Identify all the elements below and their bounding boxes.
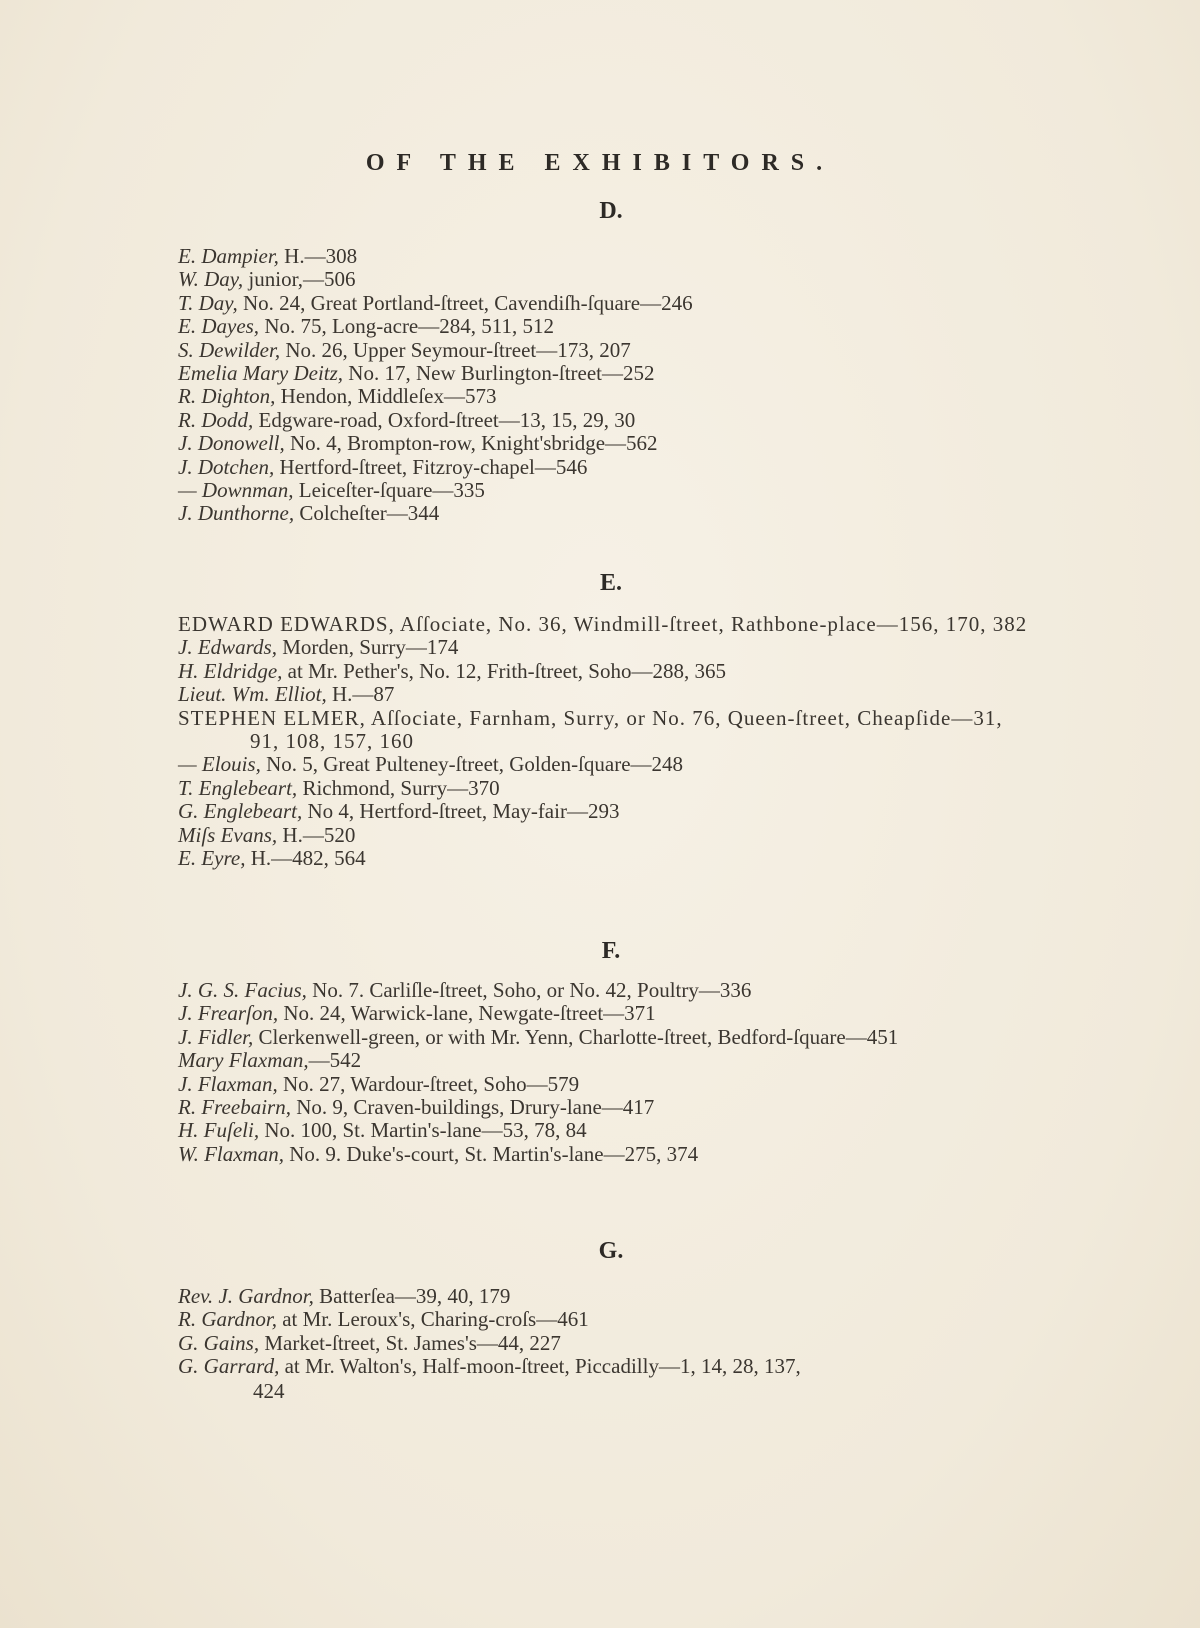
section-letter: F. xyxy=(601,938,621,964)
exhibitor-details: STEPHEN ELMER, Aſſociate, Farnham, Surry, or No. 76, Queen-ſtreet, Cheapſide—31, 91, 108, 157, 160 xyxy=(178,705,1003,754)
entry-list xyxy=(0,613,1200,870)
exhibitor-details: No. 7. Carliſle-ſtreet, Soho, or No. 42, Poultry—336 xyxy=(306,978,752,1002)
exhibitor-entry xyxy=(178,339,970,362)
exhibitor-name: R. Dighton, xyxy=(178,384,276,409)
exhibitor-entry xyxy=(178,245,970,268)
entry-list xyxy=(0,979,1200,1166)
entry-list xyxy=(0,1285,1200,1379)
section-letter: D. xyxy=(599,198,623,224)
exhibitor-entry xyxy=(178,479,970,502)
exhibitor-entry xyxy=(178,292,970,315)
exhibitor-name: Rev. J. Gardnor, xyxy=(178,1284,314,1308)
exhibitor-name: — Downman, xyxy=(178,478,294,503)
exhibitor-details: Morden, Surry—174 xyxy=(276,635,459,660)
exhibitor-entry xyxy=(178,636,970,659)
exhibitor-details: Hendon, Middleſex—573 xyxy=(275,384,497,409)
exhibitor-entry xyxy=(178,613,1030,636)
exhibitor-name: R. Gardnor, xyxy=(178,1307,277,1332)
exhibitor-name: Mary Flaxman, xyxy=(178,1048,309,1073)
exhibitor-entry xyxy=(178,683,970,706)
exhibitor-name: H. Fuſeli, xyxy=(178,1118,260,1143)
exhibitor-entry xyxy=(178,777,970,800)
section-f xyxy=(0,938,1200,1166)
running-head: OF THE EXHIBITORS. xyxy=(365,150,835,176)
exhibitor-details: No. 75, Long-acre—284, 511, 512 xyxy=(259,314,554,339)
exhibitor-name: J. G. S. Facius, xyxy=(178,978,307,1002)
exhibitor-details: No. 4, Brompton-row, Knight'sbridge—562 xyxy=(284,431,658,456)
exhibitor-name: J. Flaxman, xyxy=(178,1071,278,1096)
exhibitor-details: H.—87 xyxy=(326,682,395,707)
section-e xyxy=(0,570,1200,870)
exhibitor-entry xyxy=(178,753,970,776)
exhibitor-entry xyxy=(178,1308,970,1331)
exhibitor-name: J. Edwards, xyxy=(178,635,277,660)
exhibitor-name: J. Dotchen, xyxy=(178,454,275,479)
section-d xyxy=(0,198,1200,526)
exhibitor-entry xyxy=(178,1119,970,1142)
exhibitor-details: H.—482, 564 xyxy=(245,846,366,871)
exhibitor-name: G. Gains, xyxy=(178,1330,260,1355)
exhibitor-name: E. Eyre, xyxy=(178,846,246,871)
entry-list xyxy=(0,245,1200,526)
exhibitor-entry xyxy=(178,1002,970,1025)
exhibitor-entry xyxy=(178,502,970,525)
exhibitor-name: W. Day, xyxy=(178,267,244,292)
section-letter: E. xyxy=(599,570,622,596)
exhibitor-details: —542 xyxy=(308,1048,362,1073)
exhibitor-details: Edgware-road, Oxford-ſtreet—13, 15, 29, 30 xyxy=(253,407,636,432)
exhibitor-name: T. Englebeart, xyxy=(178,775,298,800)
exhibitor-entry xyxy=(178,847,970,870)
exhibitor-details: No. 9, Craven-buildings, Drury-lane—417 xyxy=(290,1095,655,1120)
exhibitor-details: junior,—506 xyxy=(243,267,356,292)
exhibitor-name: W. Flaxman, xyxy=(178,1141,284,1166)
exhibitor-name: G. Englebeart, xyxy=(178,799,303,824)
exhibitor-name: Emelia Mary Deitz, xyxy=(178,361,344,386)
exhibitor-details: No. 24, Warwick-lane, Newgate-ſtreet—371 xyxy=(278,1001,656,1026)
exhibitor-name: J. Donowell, xyxy=(178,431,285,456)
exhibitor-entry xyxy=(178,409,970,432)
exhibitor-details: No. 5, Great Pulteney-ſtreet, Golden-ſquare—248 xyxy=(260,752,684,777)
exhibitor-name: H. Eldridge, xyxy=(178,658,283,683)
exhibitor-details: No. 24, Great Portland-ſtreet, Cavendiſh-ſquare—246 xyxy=(237,290,693,315)
exhibitor-name: J. Fidler, xyxy=(178,1024,254,1049)
exhibitor-details: Market-ſtreet, St. James's—44, 227 xyxy=(259,1330,561,1355)
exhibitor-name: E. Dayes, xyxy=(178,314,260,339)
exhibitor-entry xyxy=(178,456,970,479)
exhibitor-entry xyxy=(178,1143,970,1166)
exhibitor-entry xyxy=(178,385,970,408)
exhibitor-name: G. Garrard, xyxy=(178,1354,280,1379)
exhibitor-entry xyxy=(178,979,970,1002)
exhibitor-details: Batterſea—39, 40, 179 xyxy=(313,1284,511,1308)
exhibitor-entry xyxy=(178,315,970,338)
exhibitor-entry xyxy=(178,800,970,823)
exhibitor-entry xyxy=(178,1049,970,1072)
exhibitor-details: at Mr. Leroux's, Charing-croſs—461 xyxy=(276,1307,589,1332)
exhibitor-entry xyxy=(178,432,970,455)
section-g xyxy=(0,1238,1200,1404)
exhibitor-details: Leiceſter-ſquare—335 xyxy=(293,478,485,503)
exhibitor-entry xyxy=(178,707,1030,754)
exhibitor-entry xyxy=(178,1355,1030,1378)
exhibitor-name: R. Freebairn, xyxy=(178,1095,291,1120)
exhibitor-details: EDWARD EDWARDS, Aſſociate, No. 36, Windmill-ſtreet, Rathbone-place—156, 170, 382 xyxy=(178,612,1028,636)
exhibitor-name: E. Dampier, xyxy=(178,244,279,268)
exhibitor-entry xyxy=(178,660,970,683)
exhibitor-entry xyxy=(178,1285,970,1308)
exhibitor-details: Hertford-ſtreet, Fitzroy-chapel—546 xyxy=(274,454,588,479)
exhibitor-details: Colcheſter—344 xyxy=(294,501,440,526)
exhibitor-entry xyxy=(178,1073,970,1096)
exhibitor-name: S. Dewilder, xyxy=(178,337,281,362)
exhibitor-entry xyxy=(178,1332,970,1355)
exhibitor-name: J. Dunthorne, xyxy=(178,501,295,526)
exhibitor-details: No. 26, Upper Seymour-ſtreet—173, 207 xyxy=(280,337,631,362)
exhibitor-entry xyxy=(178,824,970,847)
exhibitor-details: No. 17, New Burlington-ſtreet—252 xyxy=(343,361,655,386)
exhibitor-details: at Mr. Walton's, Half-moon-ſtreet, Piccadilly—1, 14, 28, 137, xyxy=(279,1354,801,1379)
exhibitor-name: — Elouis, xyxy=(178,752,261,777)
exhibitor-details: No 4, Hertford-ſtreet, May-fair—293 xyxy=(302,799,620,824)
section-letter: G. xyxy=(598,1238,624,1264)
exhibitor-name: Lieut. Wm. Elliot, xyxy=(178,682,327,707)
exhibitor-details: No. 27, Wardour-ſtreet, Soho—579 xyxy=(277,1071,580,1096)
exhibitor-name: Miſs Evans, xyxy=(178,822,278,847)
exhibitor-name: T. Day, xyxy=(178,290,238,315)
exhibitor-details: No. 100, St. Martin's-lane—53, 78, 84 xyxy=(259,1118,587,1143)
page-number: 424 xyxy=(253,1378,285,1403)
exhibitor-name: J. Frearſon, xyxy=(178,1001,279,1026)
exhibitor-details: at Mr. Pether's, No. 12, Frith-ſtreet, Soho—288, 365 xyxy=(282,658,726,683)
exhibitor-entry xyxy=(178,1026,1030,1049)
exhibitor-details: No. 9. Duke's-court, St. Martin's-lane—275, 374 xyxy=(283,1141,699,1166)
exhibitor-entry xyxy=(178,268,970,291)
exhibitor-details: H.—520 xyxy=(277,822,356,847)
exhibitor-name: R. Dodd, xyxy=(178,407,254,432)
exhibitor-entry xyxy=(178,362,970,385)
exhibitor-entry xyxy=(178,1096,970,1119)
exhibitor-details: Clerkenwell-green, or with Mr. Yenn, Charlotte-ſtreet, Bedford-ſquare—451 xyxy=(253,1024,899,1049)
exhibitor-details: Richmond, Surry—370 xyxy=(297,775,500,800)
exhibitor-details: H.—308 xyxy=(278,244,358,268)
